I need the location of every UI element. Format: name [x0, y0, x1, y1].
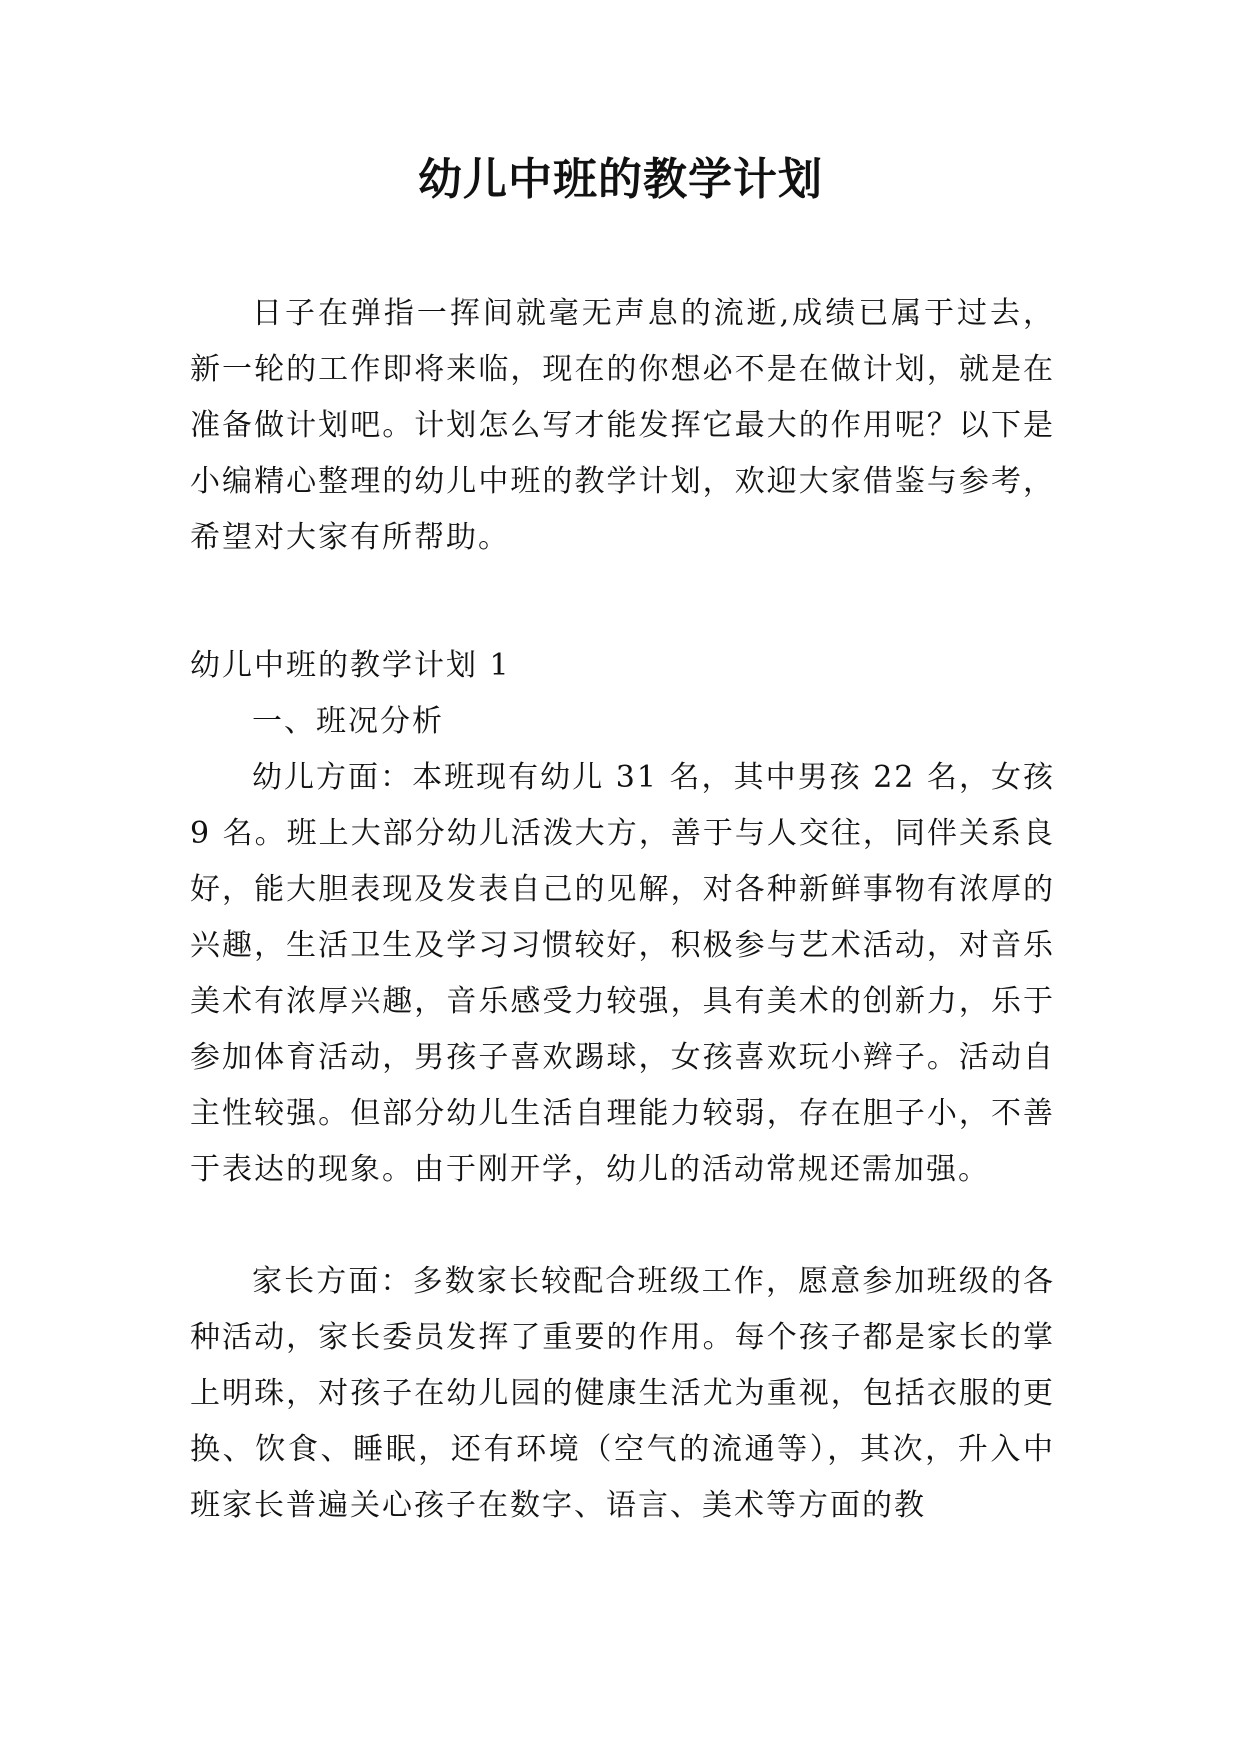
document-title: 幼儿中班的教学计划: [418, 154, 823, 205]
paragraph-children: 幼儿方面：本班现有幼儿 31 名，其中男孩 22 名，女孩 9 名。班上大部分幼儿活泼大方，善于与人交往，同伴关系良好，能大胆表现及发表自己的见解，对各种新鲜事物有浓厚的兴趣，生活卫生及学习习惯较好，积极参与艺术活动，对音乐美术有浓厚兴趣，音乐感受力较强，具有美术的创新力，乐于参加体育活动，男孩子喜欢踢球，女孩喜欢玩小辫子。活动自主性较强。但部分幼儿生活自理能力较弱，存在胆子小，不善于表达的现象。由于刚开学，幼儿的活动常规还需加强。: [190, 760, 1055, 1187]
subheading-class-analysis: 一、班况分析: [252, 704, 444, 739]
paragraph-parents: 家长方面：多数家长较配合班级工作，愿意参加班级的各种活动，家长委员发挥了重要的作用。每个孩子都是家长的掌上明珠，对孩子在幼儿园的健康生活尤为重视，包括衣服的更换、饮食、睡眠，还有环境（空气的流通等），其次，升入中班家长普遍关心孩子在数字、语言、美术等方面的教: [190, 1264, 1055, 1523]
section-title: 幼儿中班的教学计划 1: [190, 648, 511, 683]
intro-paragraph: 日子在弹指一挥间就毫无声息的流逝,成绩已属于过去，新一轮的工作即将来临，现在的你想必不是在做计划，就是在准备做计划吧。计划怎么写才能发挥它最大的作用呢？以下是小编精心整理的幼儿中班的教学计划，欢迎大家借鉴与参考，希望对大家有所帮助。: [190, 296, 1055, 555]
